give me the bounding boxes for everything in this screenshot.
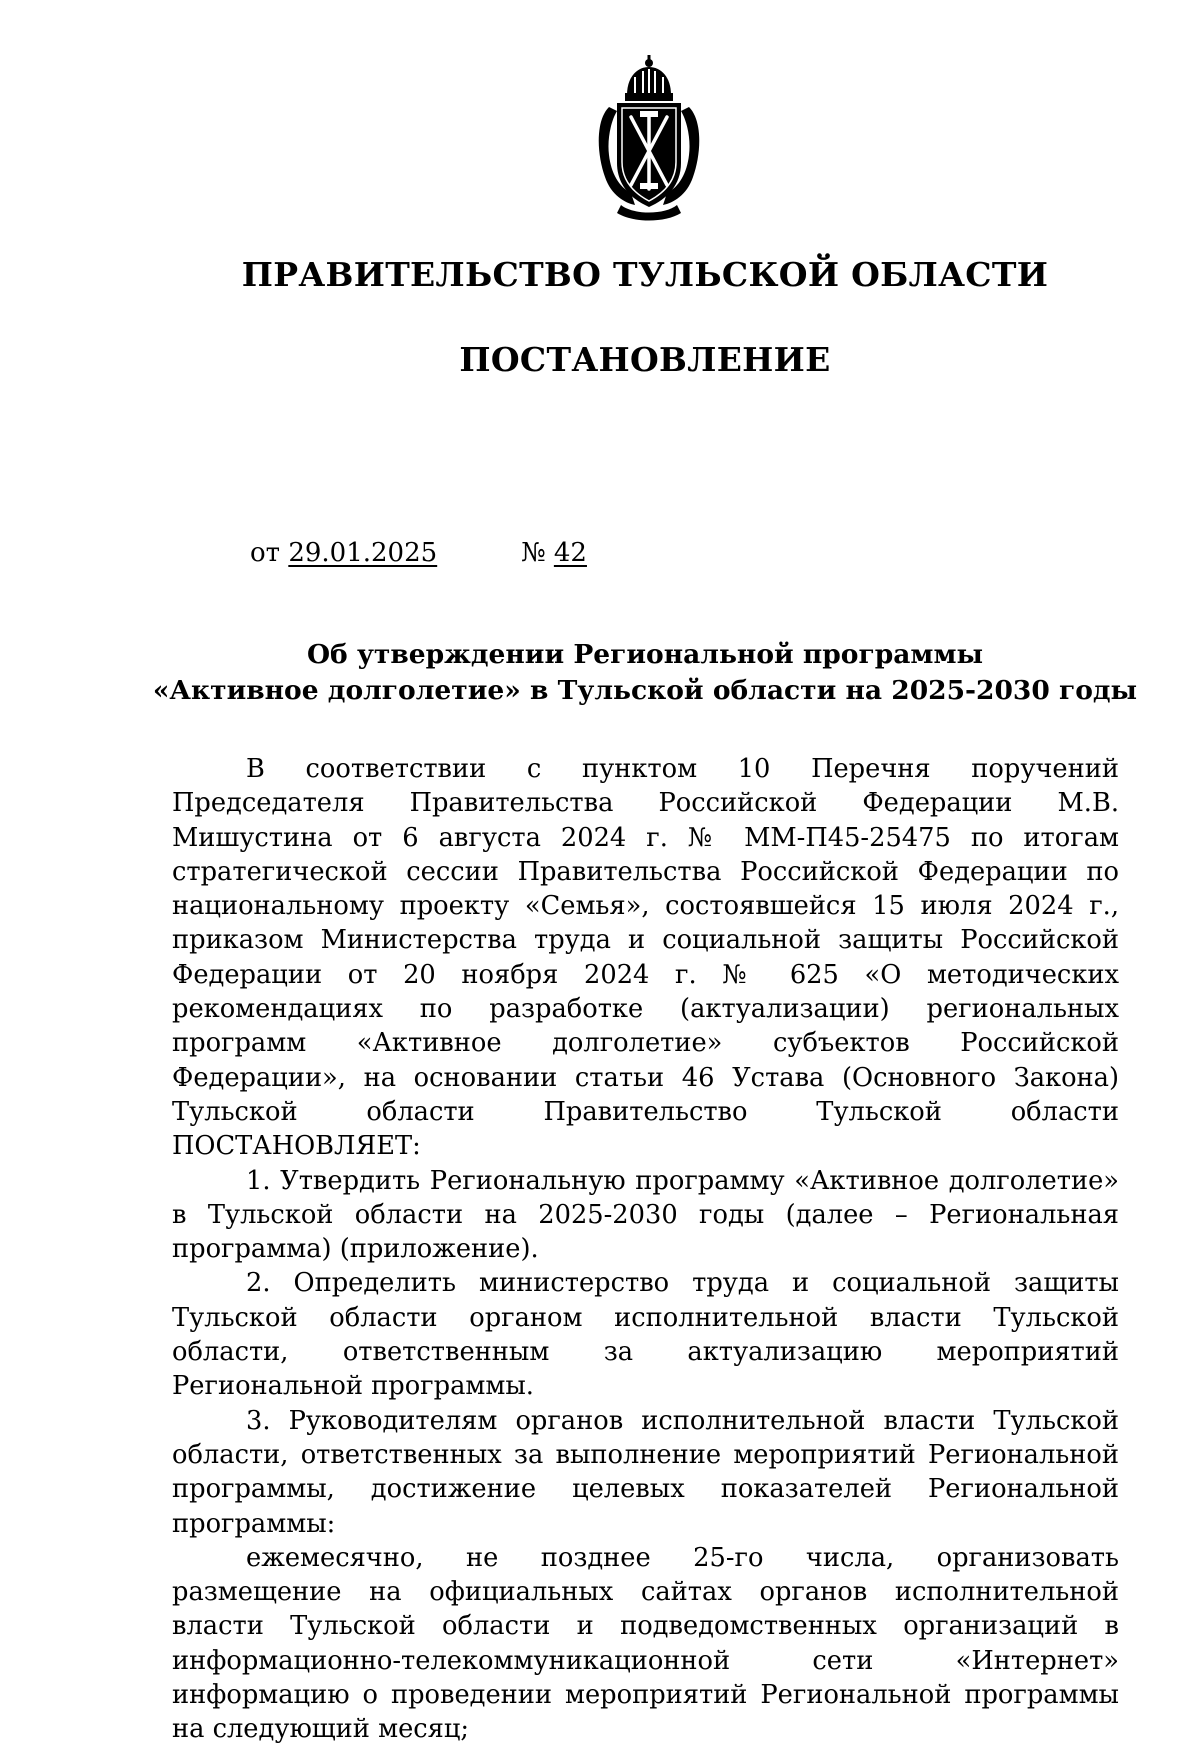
number-value: 42 <box>553 538 587 568</box>
date-value: 29.01.2025 <box>288 538 438 568</box>
date-prefix: от <box>250 538 281 568</box>
body-paragraph: В соответствии с пунктом 10 Перечня поручений Председателя Правительства Российской Федерации М.В. Мишустина от 6 августа 2024 г. № ММ-П45-25475 по итогам стратегической сессии Правительства Российской Федерации по национальному проекту «Семья», состоявшейся 15 июля 2024 г., приказом Министерства труда и социальной защиты Российской Федерации от 20 ноября 2024 г. № 625 «О методических рекомендациях по разработке (актуализации) региональных программ «Активное долголетие» субъектов Российской Федерации», на основании статьи 46 Устава (Основного Закона) Тульской области Правительство Тульской области ПОСТАНОВЛЯЕТ: <box>172 754 1119 1162</box>
body-paragraph: ежемесячно, не позднее 25-го числа, организовать размещение на официальных сайтах органов исполнительной власти Тульской области и подведомственных организаций в информационно-телекоммуникационной сети «Интернет» информацию о проведении мероприятий Региональной программы на следующий месяц; <box>172 1542 1119 1745</box>
document-subject <box>0 637 1200 709</box>
document-date <box>250 538 437 568</box>
number-prefix: № <box>521 538 546 568</box>
coat-of-arms-icon <box>591 55 707 221</box>
body-paragraph: 2. Определить министерство труда и социальной защиты Тульской области органом исполнительной власти Тульской области, ответственным за актуализацию мероприятий Региональной программы. <box>172 1268 1119 1402</box>
document-body <box>172 752 1119 1747</box>
subject-line-2: «Активное долголетие» в Тульской области на 2025-2030 годы <box>152 675 1138 706</box>
document-number <box>521 538 587 568</box>
document-type: ПОСТАНОВЛЕНИЕ <box>459 340 831 379</box>
body-paragraph: 1. Утвердить Региональную программу «Активное долголетие» в Тульской области на 2025-2030 годы (далее – Региональная программа) (приложение). <box>172 1165 1119 1265</box>
body-paragraph: 3. Руководителям органов исполнительной власти Тульской области, ответственных за выполнение мероприятий Региональной программы, достижение целевых показателей Региональной программы: <box>172 1405 1119 1539</box>
organization-title: ПРАВИТЕЛЬСТВО ТУЛЬСКОЙ ОБЛАСТИ <box>241 255 1049 294</box>
subject-line-1: Об утверждении Региональной программы <box>306 639 984 670</box>
